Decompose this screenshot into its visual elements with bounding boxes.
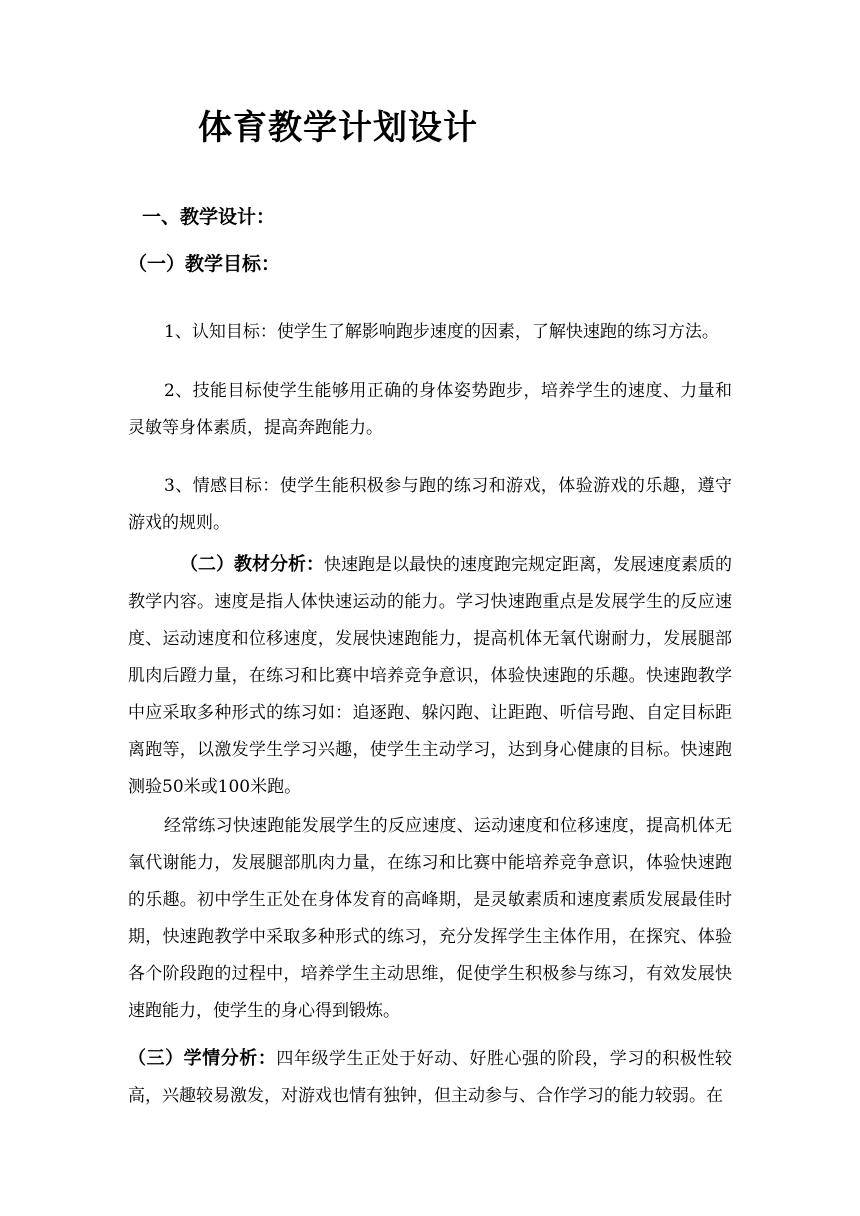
- objective-cognitive: 1、认知目标：使学生了解影响跑步速度的因素，了解快速跑的练习方法。: [164, 322, 719, 342]
- material-analysis-heading: （二）教材分析：: [180, 554, 324, 575]
- section-heading-teaching-design: 一、教学设计：: [142, 206, 276, 228]
- learner-analysis-text: 四年级学生正处于好动、好胜心强的阶段，学习的积极性较高，兴趣较易激发，对游戏也情有独钟，但主动参与、合作学习的能力较弱。在: [128, 1049, 733, 1106]
- subsection-heading-teaching-objectives: （一）教学目标：: [128, 253, 281, 275]
- learner-analysis-heading: （三）学情分析：: [128, 1048, 277, 1069]
- objective-skill: 2、技能目标使学生能够用正确的身体姿势跑步，培养学生的速度、力量和灵敏等身体素质，提高奔跑能力。: [128, 381, 732, 438]
- material-analysis-paragraph-2: 经常练习快速跑能发展学生的反应速度、运动速度和位移速度，提高机体无氧代谢能力，发展腿部肌肉力量，在练习和比赛中能培养竞争意识，体验快速跑的乐趣。初中学生正处在身体发育的高峰期，是灵敏素质和速度素质发展最佳时期，快速跑教学中采取多种形式的练习，充分发挥学生主体作用，在探究、体验各个阶段跑的过程中，培养学生主动思维，促使学生积极参与练习，有效发展快速跑能力，使学生的身心得到锻炼。: [128, 816, 732, 1021]
- material-analysis-text: 快速跑是以最快的速度跑完规定距离，发展速度素质的教学内容。速度是指人体快速运动的能力。学习快速跑重点是发展学生的反应速度、运动速度和位移速度，发展快速跑能力，提高机体无氧代谢耐力，发展腿部肌肉后蹬力量，在练习和比赛中培养竞争意识，体验快速跑的乐趣。快速跑教学中应采取多种形式的练习如：追逐跑、躲闪跑、让距跑、听信号跑、自定目标距离跑等，以激发学生学习兴趣，使学生主动学习，达到身心健康的目标。快速跑测验50米或100米跑。: [128, 555, 732, 797]
- learner-analysis-paragraph: [128, 1040, 732, 1115]
- objective-emotional: 3、情感目标：使学生能积极参与跑的练习和游戏，体验游戏的乐趣，遵守游戏的规则。: [128, 476, 732, 533]
- material-analysis-paragraph: [128, 546, 732, 806]
- document-title: 体育教学计划设计: [198, 108, 478, 148]
